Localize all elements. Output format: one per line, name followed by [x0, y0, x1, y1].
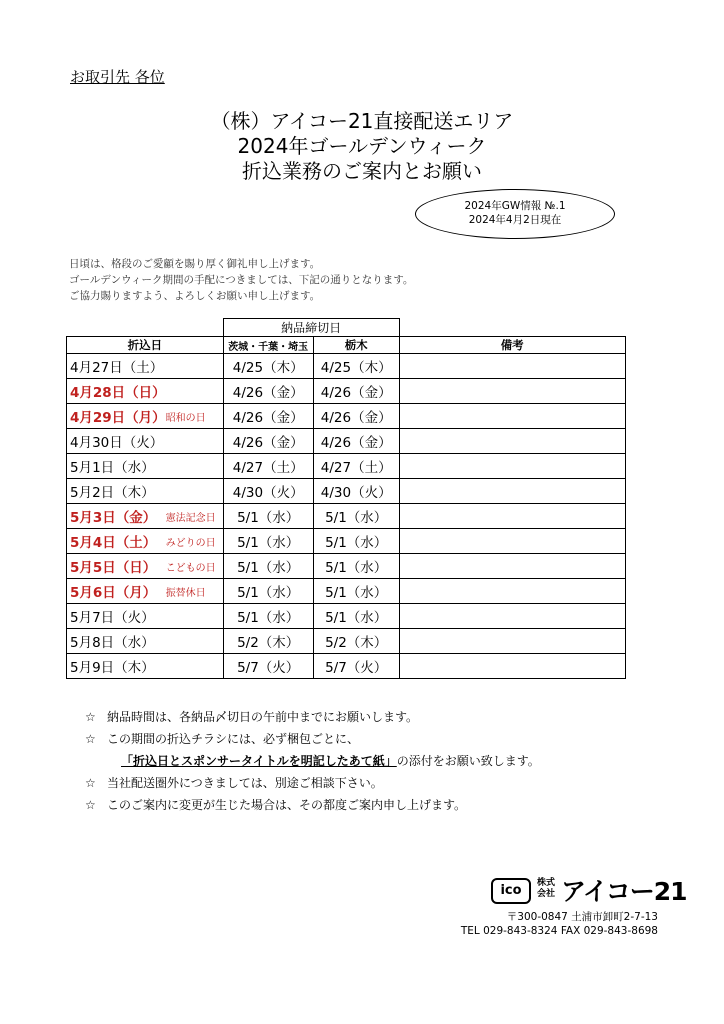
header-area-ibaraki-chiba-saitama: 茨城・千葉・埼玉: [223, 337, 313, 354]
holiday-cell: 昭和の日: [166, 404, 224, 429]
star-icon: ☆: [85, 710, 96, 724]
deadline-area1-cell: 5/1（水）: [223, 504, 313, 529]
holiday-cell: [166, 604, 224, 629]
star-icon: ☆: [85, 776, 96, 790]
deadline-area1-cell: 5/7（火）: [223, 654, 313, 679]
table-row: [67, 654, 626, 679]
intro-line-3: ご協力賜りますよう、よろしくお願い申し上げます。: [69, 290, 321, 302]
table-row: [67, 504, 626, 529]
note-cell: [399, 479, 625, 504]
addressee: お取引先 各位: [70, 68, 165, 86]
insert-date-cell: 5月8日（水）: [67, 629, 166, 654]
company-contact: TEL 029-843-8324 FAX 029-843-8698: [460, 925, 658, 937]
insert-date-cell: 5月5日（日）: [67, 554, 166, 579]
note-cell: [399, 654, 625, 679]
table-row: [67, 629, 626, 654]
deadline-area1-cell: 4/27（土）: [223, 454, 313, 479]
note-cell: [399, 579, 625, 604]
header-insert-date: 折込日: [67, 337, 224, 354]
schedule-table: [66, 318, 626, 679]
header-area-tochigi: 栃木: [313, 337, 399, 354]
badge-line-1: 2024年GW情報 №.1: [464, 200, 566, 212]
title-line-3: 折込業務のご案内とお願い: [242, 159, 482, 183]
insert-date-cell: 4月30日（火）: [67, 429, 166, 454]
table-row: [67, 529, 626, 554]
holiday-cell: [166, 629, 224, 654]
note-cell: [399, 454, 625, 479]
deadline-area1-cell: 5/1（水）: [223, 554, 313, 579]
note-3: ☆ 当社配送圏外につきましては、別途ご相談下さい。: [85, 772, 540, 794]
insert-date-cell: 4月29日（月）: [67, 404, 166, 429]
table-row: [67, 604, 626, 629]
star-icon: ☆: [85, 732, 96, 746]
table-row: [67, 579, 626, 604]
deadline-area2-cell: 5/1（水）: [313, 554, 399, 579]
title-line-1: （株）アイコー21直接配送エリア: [210, 109, 514, 133]
note-cell: [399, 529, 625, 554]
note-cell: [399, 379, 625, 404]
insert-date-cell: 5月2日（木）: [67, 479, 166, 504]
table-row: [67, 354, 626, 379]
deadline-area2-cell: 4/26（金）: [313, 404, 399, 429]
note-cell: [399, 404, 625, 429]
holiday-cell: [166, 429, 224, 454]
header-deadline-group: 納品締切日: [223, 319, 399, 337]
note-2-emphasis: 「折込日とスポンサータイトルを明記したあて紙」: [121, 754, 397, 768]
holiday-cell: 憲法記念日: [166, 504, 224, 529]
deadline-area2-cell: 5/7（火）: [313, 654, 399, 679]
note-4: ☆ このご案内に変更が生じた場合は、その都度ご案内申し上げます。: [85, 794, 540, 816]
note-cell: [399, 604, 625, 629]
holiday-cell: [166, 454, 224, 479]
deadline-area1-cell: 4/26（金）: [223, 429, 313, 454]
deadline-area2-cell: 5/1（水）: [313, 504, 399, 529]
header-notes: 備考: [399, 337, 625, 354]
deadline-area2-cell: 5/2（木）: [313, 629, 399, 654]
note-cell: [399, 354, 625, 379]
intro-line-1: 日頃は、格段のご愛顧を賜り厚く御礼申し上げます。: [69, 258, 321, 270]
holiday-cell: [166, 654, 224, 679]
insert-date-cell: 4月28日（日）: [67, 379, 166, 404]
deadline-area1-cell: 4/26（金）: [223, 404, 313, 429]
star-icon: ☆: [85, 798, 96, 812]
deadline-area1-cell: 5/2（木）: [223, 629, 313, 654]
deadline-area1-cell: 4/30（火）: [223, 479, 313, 504]
holiday-cell: こどもの日: [166, 554, 224, 579]
ico-logo-icon: ico: [491, 878, 531, 904]
deadline-area1-cell: 5/1（水）: [223, 529, 313, 554]
holiday-cell: 振替休日: [166, 579, 224, 604]
note-cell: [399, 504, 625, 529]
table-row: [67, 379, 626, 404]
title-line-2: 2024年ゴールデンウィーク: [237, 134, 487, 158]
holiday-cell: みどりの日: [166, 529, 224, 554]
deadline-area2-cell: 4/25（木）: [313, 354, 399, 379]
note-1: ☆ 納品時間は、各納品〆切日の午前中までにお願いします。: [85, 706, 540, 728]
insert-date-cell: 5月1日（水）: [67, 454, 166, 479]
deadline-area1-cell: 5/1（水）: [223, 604, 313, 629]
company-type: 株式会社: [537, 878, 556, 899]
table-row: [67, 404, 626, 429]
note-cell: [399, 629, 625, 654]
deadline-area2-cell: 4/27（土）: [313, 454, 399, 479]
table-row: [67, 429, 626, 454]
notes-list: [85, 706, 540, 816]
note-cell: [399, 554, 625, 579]
intro-line-2: ゴールデンウィーク期間の手配につきましては、下記の通りとなります。: [69, 274, 414, 286]
info-badge: [415, 189, 615, 239]
insert-date-cell: 5月3日（金）: [67, 504, 166, 529]
insert-date-cell: 5月9日（木）: [67, 654, 166, 679]
badge-line-2: 2024年4月2日現在: [468, 214, 562, 226]
company-name: アイコー21: [561, 877, 687, 906]
insert-date-cell: 5月6日（月）: [67, 579, 166, 604]
holiday-cell: [166, 379, 224, 404]
table-row: [67, 479, 626, 504]
insert-date-cell: 4月27日（土）: [67, 354, 166, 379]
deadline-area2-cell: 5/1（水）: [313, 579, 399, 604]
note-cell: [399, 429, 625, 454]
note-2-continued: 「折込日とスポンサータイトルを明記したあて紙」の添付をお願い致します。: [121, 754, 540, 768]
deadline-area2-cell: 5/1（水）: [313, 529, 399, 554]
table-row: [67, 554, 626, 579]
table-row: [67, 454, 626, 479]
deadline-area2-cell: 4/26（金）: [313, 379, 399, 404]
insert-date-cell: 5月7日（火）: [67, 604, 166, 629]
deadline-area1-cell: 4/25（木）: [223, 354, 313, 379]
note-2: ☆ この期間の折込チラシには、必ず梱包ごとに、: [85, 728, 540, 750]
holiday-cell: [166, 479, 224, 504]
holiday-cell: [166, 354, 224, 379]
deadline-area2-cell: 5/1（水）: [313, 604, 399, 629]
deadline-area1-cell: 4/26（金）: [223, 379, 313, 404]
company-address: 〒300-0847 土浦市卸町2-7-13: [506, 911, 658, 923]
insert-date-cell: 5月4日（土）: [67, 529, 166, 554]
intro-text: [69, 256, 413, 304]
company-logo: [491, 876, 687, 906]
deadline-area1-cell: 5/1（水）: [223, 579, 313, 604]
deadline-area2-cell: 4/26（金）: [313, 429, 399, 454]
deadline-area2-cell: 4/30（火）: [313, 479, 399, 504]
